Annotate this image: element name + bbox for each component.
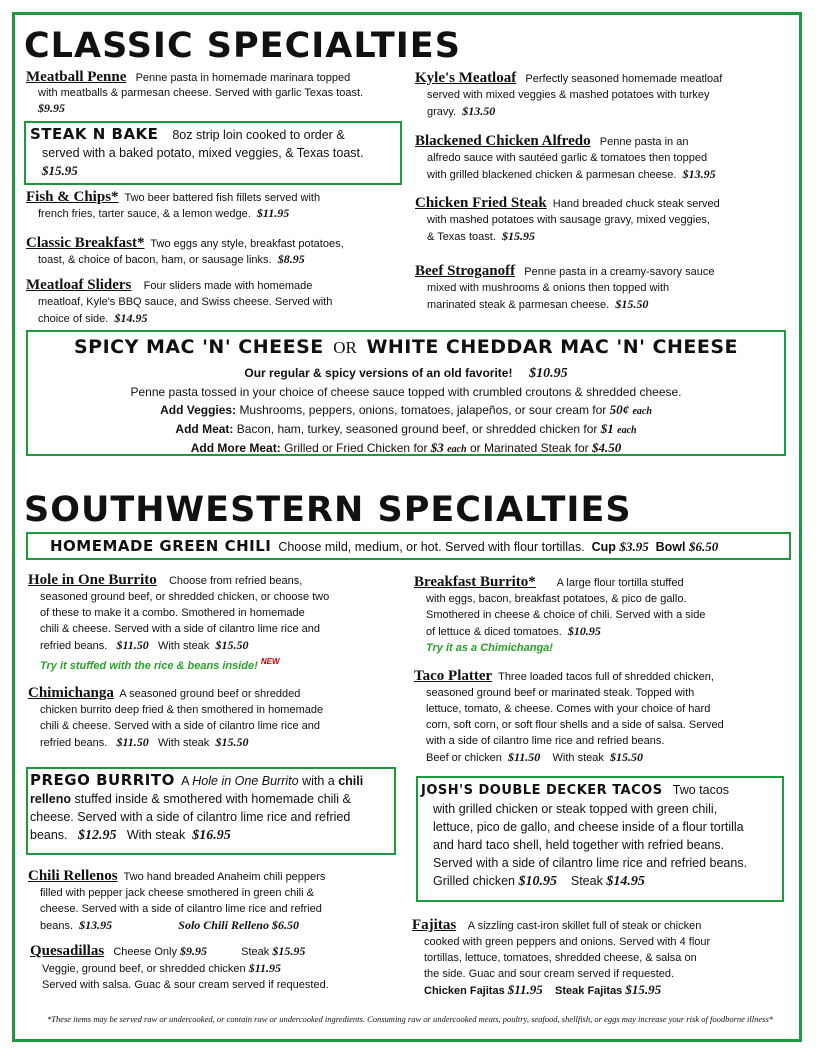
with-steak-label: With steak bbox=[157, 640, 210, 652]
item-desc: of these to make it a combo. Smothered in homemade bbox=[40, 607, 305, 619]
item-desc: served with mixed veggies & mashed potatoes with turkey bbox=[427, 89, 710, 101]
item-price: $9.95 bbox=[38, 101, 65, 115]
item-desc: the side. Guac and sour cream served if requested. bbox=[424, 968, 675, 980]
cup-price: $3.95 bbox=[619, 539, 649, 554]
item-name: Hole in One Burrito bbox=[28, 572, 157, 588]
item-desc: Penne pasta in a creamy-savory sauce bbox=[524, 266, 715, 278]
item-name: Taco Platter bbox=[414, 668, 493, 684]
item-desc: corn, soft corn, or soft flour shells and a side of salsa. Served bbox=[426, 719, 724, 731]
item-desc: cheese. Served with a side of cilantro lime rice and refried bbox=[30, 810, 351, 824]
steak-label: Steak bbox=[570, 874, 603, 888]
item-desc: 8oz strip loin cooked to order & bbox=[172, 128, 345, 142]
item-desc: gravy. bbox=[427, 106, 457, 118]
mac-desc: Penne pasta tossed in your choice of cheese sauce topped with crumbled croutons & shredded cheese. bbox=[130, 385, 682, 399]
mac-veg-price: 50¢ bbox=[609, 402, 630, 417]
item-desc: with grilled chicken or steak topped with green chili, bbox=[433, 802, 718, 816]
steak-label: Steak bbox=[241, 946, 270, 958]
item-desc: with eggs, bacon, breakfast potatoes, & pico de gallo. bbox=[426, 593, 687, 605]
section-title-classic: CLASSIC SPECIALTIES bbox=[24, 26, 461, 66]
item-desc: stuffed inside & smothered with homemade chili & bbox=[74, 792, 351, 806]
item-desc: cheese. Served with a side of cilantro lime rice and refried bbox=[40, 903, 322, 915]
item-desc: with mashed potatoes with sausage gravy, mixed veggies, bbox=[427, 214, 710, 226]
item-desc: refried beans. bbox=[40, 640, 108, 652]
item-desc: meatloaf, Kyle's BBQ sauce, and Swiss cheese. Served with bbox=[38, 296, 333, 308]
item-name: Chicken Fried Steak bbox=[415, 195, 547, 211]
item-name: Blackened Chicken Alfredo bbox=[415, 133, 591, 149]
with-steak-label: With steak bbox=[552, 752, 604, 764]
item-price: $8.95 bbox=[277, 252, 305, 266]
solo-price: $6.50 bbox=[272, 918, 300, 932]
item-desc: Perfectly seasoned homemade meatloaf bbox=[525, 73, 723, 85]
mac-title-spicy: SPICY MAC 'N' CHEESE bbox=[73, 336, 324, 358]
item-name: Beef Stroganoff bbox=[415, 263, 516, 279]
item-price: $13.95 bbox=[682, 167, 716, 181]
item-desc: Penne pasta in an bbox=[599, 136, 689, 148]
item-name: Fish & Chips* bbox=[26, 189, 119, 205]
mac-n-cheese bbox=[26, 336, 786, 458]
steak-price: $15.95 bbox=[272, 944, 306, 958]
item-steak-n-bake bbox=[30, 125, 398, 180]
item-desc: Two beer battered fish fillets served with bbox=[124, 192, 321, 204]
item-price: $11.50 bbox=[116, 735, 149, 749]
item-breakfast-burrito bbox=[414, 574, 794, 656]
item-desc: filled with pepper jack cheese smothered in green chili & bbox=[40, 887, 314, 899]
item-price: $15.95 bbox=[42, 163, 78, 178]
item-price: $13.95 bbox=[79, 918, 113, 932]
item-desc: served with a baked potato, mixed veggies, & Texas toast. bbox=[42, 146, 364, 160]
chicken-fajitas-label: Chicken Fajitas bbox=[424, 985, 505, 997]
item-name: STEAK N BAKE bbox=[30, 125, 159, 143]
cheese-price: $9.95 bbox=[180, 944, 208, 958]
item-desc: Two eggs any style, breakfast potatoes, bbox=[150, 238, 344, 250]
bowl-label: Bowl bbox=[655, 540, 686, 554]
item-taco-platter bbox=[414, 668, 799, 766]
item-joshs-double-decker bbox=[421, 781, 781, 891]
item-desc: with meatballs & parmesan cheese. Served with garlic Texas toast. bbox=[38, 87, 364, 99]
mac-title-white-cheddar: WHITE CHEDDAR MAC 'N' CHEESE bbox=[366, 336, 739, 358]
item-name: PREGO BURRITO bbox=[30, 771, 175, 789]
item-desc: chili bbox=[338, 774, 364, 788]
mac-veg-label: Add Veggies: bbox=[160, 403, 237, 417]
steak-fajitas-label: Steak Fajitas bbox=[555, 985, 623, 997]
item-desc: with grilled blackened chicken & parmesan cheese. bbox=[427, 169, 677, 181]
item-desc: refried beans. bbox=[40, 737, 108, 749]
mac-more-label: Add More Meat: bbox=[190, 441, 281, 455]
item-desc: Four sliders made with homemade bbox=[143, 280, 313, 292]
item-desc: chili & cheese. Served with a side of cilantro lime rice and bbox=[40, 623, 321, 635]
item-chicken-fried-steak bbox=[415, 195, 795, 245]
item-beef-stroganoff bbox=[415, 263, 795, 313]
item-desc: A large flour tortilla stuffed bbox=[556, 577, 684, 589]
item-desc: with a bbox=[302, 774, 335, 788]
mac-each: each bbox=[632, 406, 652, 417]
item-desc: relleno bbox=[30, 792, 71, 806]
item-desc: Served with salsa. Guac & sour cream served if requested. bbox=[42, 979, 329, 991]
item-price: $11.95 bbox=[256, 206, 290, 220]
item-price: $11.50 bbox=[116, 638, 149, 652]
cheese-label: Cheese Only bbox=[113, 946, 177, 958]
item-desc: beans. bbox=[40, 920, 74, 932]
item-desc: marinated steak & parmesan cheese. bbox=[427, 299, 610, 311]
mac-meat-label: Add Meat: bbox=[175, 422, 234, 436]
bowl-price: $6.50 bbox=[688, 539, 719, 554]
item-desc: french fries, tarter sauce, & a lemon wedge. bbox=[38, 208, 251, 220]
item-fajitas bbox=[412, 917, 797, 999]
item-price: $14.95 bbox=[114, 311, 148, 325]
mac-meat-text: Bacon, ham, turkey, seasoned ground beef, or shredded chicken for bbox=[236, 422, 598, 436]
item-desc: beans. bbox=[30, 828, 68, 842]
item-hole-in-one bbox=[28, 572, 408, 674]
item-meatball-penne bbox=[26, 70, 406, 117]
item-name: Classic Breakfast* bbox=[26, 235, 145, 251]
item-desc: and hard taco shell, held together with refried beans. bbox=[433, 838, 725, 852]
steak-price: $15.50 bbox=[610, 750, 644, 764]
item-desc: Choose from refried beans, bbox=[168, 575, 303, 587]
item-desc: Hand breaded chuck steak served bbox=[552, 198, 720, 210]
solo-label: Solo Chili Relleno bbox=[178, 918, 269, 932]
mac-more-text: or Marinated Steak for bbox=[469, 441, 589, 455]
item-desc: seasoned ground beef or marinated steak. Topped with bbox=[426, 687, 695, 699]
item-desc: mixed with mushrooms & onions then topped with bbox=[427, 282, 670, 294]
item-name: Breakfast Burrito* bbox=[414, 574, 536, 590]
item-desc: & Texas toast. bbox=[427, 231, 496, 243]
steak-price: $16.95 bbox=[192, 828, 231, 843]
item-desc: choice of side. bbox=[38, 313, 109, 325]
steak-price: $15.50 bbox=[215, 735, 249, 749]
mac-each: each bbox=[617, 425, 637, 436]
mac-each: each bbox=[447, 444, 467, 455]
item-price: $10.95 bbox=[567, 624, 601, 638]
item-price: $12.95 bbox=[77, 828, 117, 843]
item-desc: A seasoned ground beef or shredded bbox=[119, 688, 301, 700]
item-meatloaf-sliders bbox=[26, 277, 406, 327]
item-desc: A bbox=[181, 774, 189, 788]
with-steak-label: With steak bbox=[157, 737, 210, 749]
item-desc: Served with a side of cilantro lime rice and refried beans. bbox=[433, 856, 748, 870]
item-prego-burrito bbox=[30, 771, 394, 845]
item-name: Meatball Penne bbox=[26, 69, 127, 85]
mac-more-price: $3 bbox=[430, 440, 444, 455]
item-desc: lettuce, pico de gallo, and cheese inside of a flour tortilla bbox=[433, 820, 744, 834]
item-price: $15.95 bbox=[502, 229, 536, 243]
mac-or: OR bbox=[333, 338, 357, 357]
mac-price: $10.95 bbox=[529, 366, 568, 381]
item-name: Chili Rellenos bbox=[28, 868, 118, 884]
steak-price: $15.50 bbox=[215, 638, 249, 652]
item-kyles-meatloaf bbox=[415, 70, 795, 120]
item-desc: Two hand breaded Anaheim chili peppers bbox=[123, 871, 326, 883]
item-name: Fajitas bbox=[412, 917, 457, 933]
item-desc: Smothered in cheese & choice of chili. Served with a side bbox=[426, 609, 706, 621]
steak-fajitas-price: $15.95 bbox=[625, 982, 662, 997]
item-green-chili bbox=[50, 537, 785, 556]
item-desc: toast, & choice of bacon, ham, or sausage links. bbox=[38, 254, 272, 266]
item-blackened-alfredo bbox=[415, 133, 795, 183]
item-name: Quesadillas bbox=[30, 943, 105, 959]
mac-veg-text: Mushrooms, peppers, onions, tomatoes, jalapeños, or sour cream for bbox=[239, 403, 607, 417]
item-desc: cooked with green peppers and onions. Served with 4 flour bbox=[424, 936, 711, 948]
item-quesadillas bbox=[30, 943, 410, 993]
veg-price: $11.95 bbox=[248, 961, 282, 975]
section-title-southwestern: SOUTHWESTERN SPECIALTIES bbox=[24, 490, 632, 530]
item-desc: A sizzling cast-iron skillet full of steak or chicken bbox=[467, 920, 702, 932]
item-desc: Penne pasta in homemade marinara topped bbox=[135, 72, 351, 84]
steak-price: $14.95 bbox=[606, 874, 645, 889]
item-desc: tortillas, lettuce, tomatoes, shredded cheese, & salsa on bbox=[424, 952, 697, 964]
item-name: Kyle's Meatloaf bbox=[415, 70, 517, 86]
item-desc: alfredo sauce with sautéed garlic & tomatoes then topped bbox=[427, 152, 708, 164]
mac-tagline: Our regular & spicy versions of an old favorite! bbox=[244, 366, 513, 380]
item-fish-chips bbox=[26, 190, 406, 222]
mac-more-text: Grilled or Fried Chicken for bbox=[284, 441, 428, 455]
item-desc: with a side of cilantro lime rice and refried beans. bbox=[426, 735, 665, 747]
chicken-fajitas-price: $11.95 bbox=[507, 982, 543, 997]
grilled-price: $10.95 bbox=[518, 874, 557, 889]
item-price: $13.50 bbox=[462, 104, 496, 118]
promo-text: Try it stuffed with the rice & beans inside! bbox=[40, 659, 258, 672]
item-desc: chili & cheese. Served with a side of cilantro lime rice and bbox=[40, 720, 321, 732]
cup-label: Cup bbox=[591, 540, 616, 554]
item-chimichanga bbox=[28, 685, 408, 751]
item-desc: Three loaded tacos full of shredded chicken, bbox=[498, 671, 714, 683]
item-price: $11.50 bbox=[507, 750, 541, 764]
item-desc: Beef or chicken bbox=[426, 752, 502, 764]
item-name: JOSH'S DOUBLE DECKER TACOS bbox=[421, 783, 663, 798]
item-price: $15.50 bbox=[615, 297, 649, 311]
new-badge: NEW bbox=[260, 657, 280, 666]
item-desc: chicken burrito deep fried & then smothered in homemade bbox=[40, 704, 324, 716]
with-steak-label: With steak bbox=[126, 828, 186, 842]
item-desc: Hole in One Burrito bbox=[192, 774, 299, 788]
mac-more-price: $4.50 bbox=[592, 440, 622, 455]
footer-disclaimer: *These items may be served raw or undercooked, or contain raw or undercooked ingredients. Consuming raw or undercooked meats, poultry, seafood, shellfish, or eggs may increase your risk of foodborne illness* bbox=[46, 1014, 774, 1024]
item-desc: Veggie, ground beef, or shredded chicken bbox=[42, 963, 246, 975]
item-desc: Two tacos bbox=[672, 783, 730, 797]
item-desc: of lettuce & diced tomatoes. bbox=[426, 626, 562, 638]
mac-meat-price: $1 bbox=[600, 421, 614, 436]
promo-text: Try it as a Chimichanga! bbox=[426, 642, 553, 654]
item-name: Chimichanga bbox=[28, 685, 114, 701]
item-desc: seasoned ground beef, or shredded chicken, or choose two bbox=[40, 591, 330, 603]
item-desc: Choose mild, medium, or hot. Served with flour tortillas. bbox=[278, 540, 585, 554]
grilled-label: Grilled chicken bbox=[433, 874, 515, 888]
item-chili-rellenos bbox=[28, 868, 408, 934]
item-desc: lettuce, tomato, & cheese. Comes with your choice of hard bbox=[426, 703, 711, 715]
item-name: HOMEMADE GREEN CHILI bbox=[50, 537, 272, 555]
item-name: Meatloaf Sliders bbox=[26, 277, 132, 293]
item-classic-breakfast bbox=[26, 236, 406, 268]
